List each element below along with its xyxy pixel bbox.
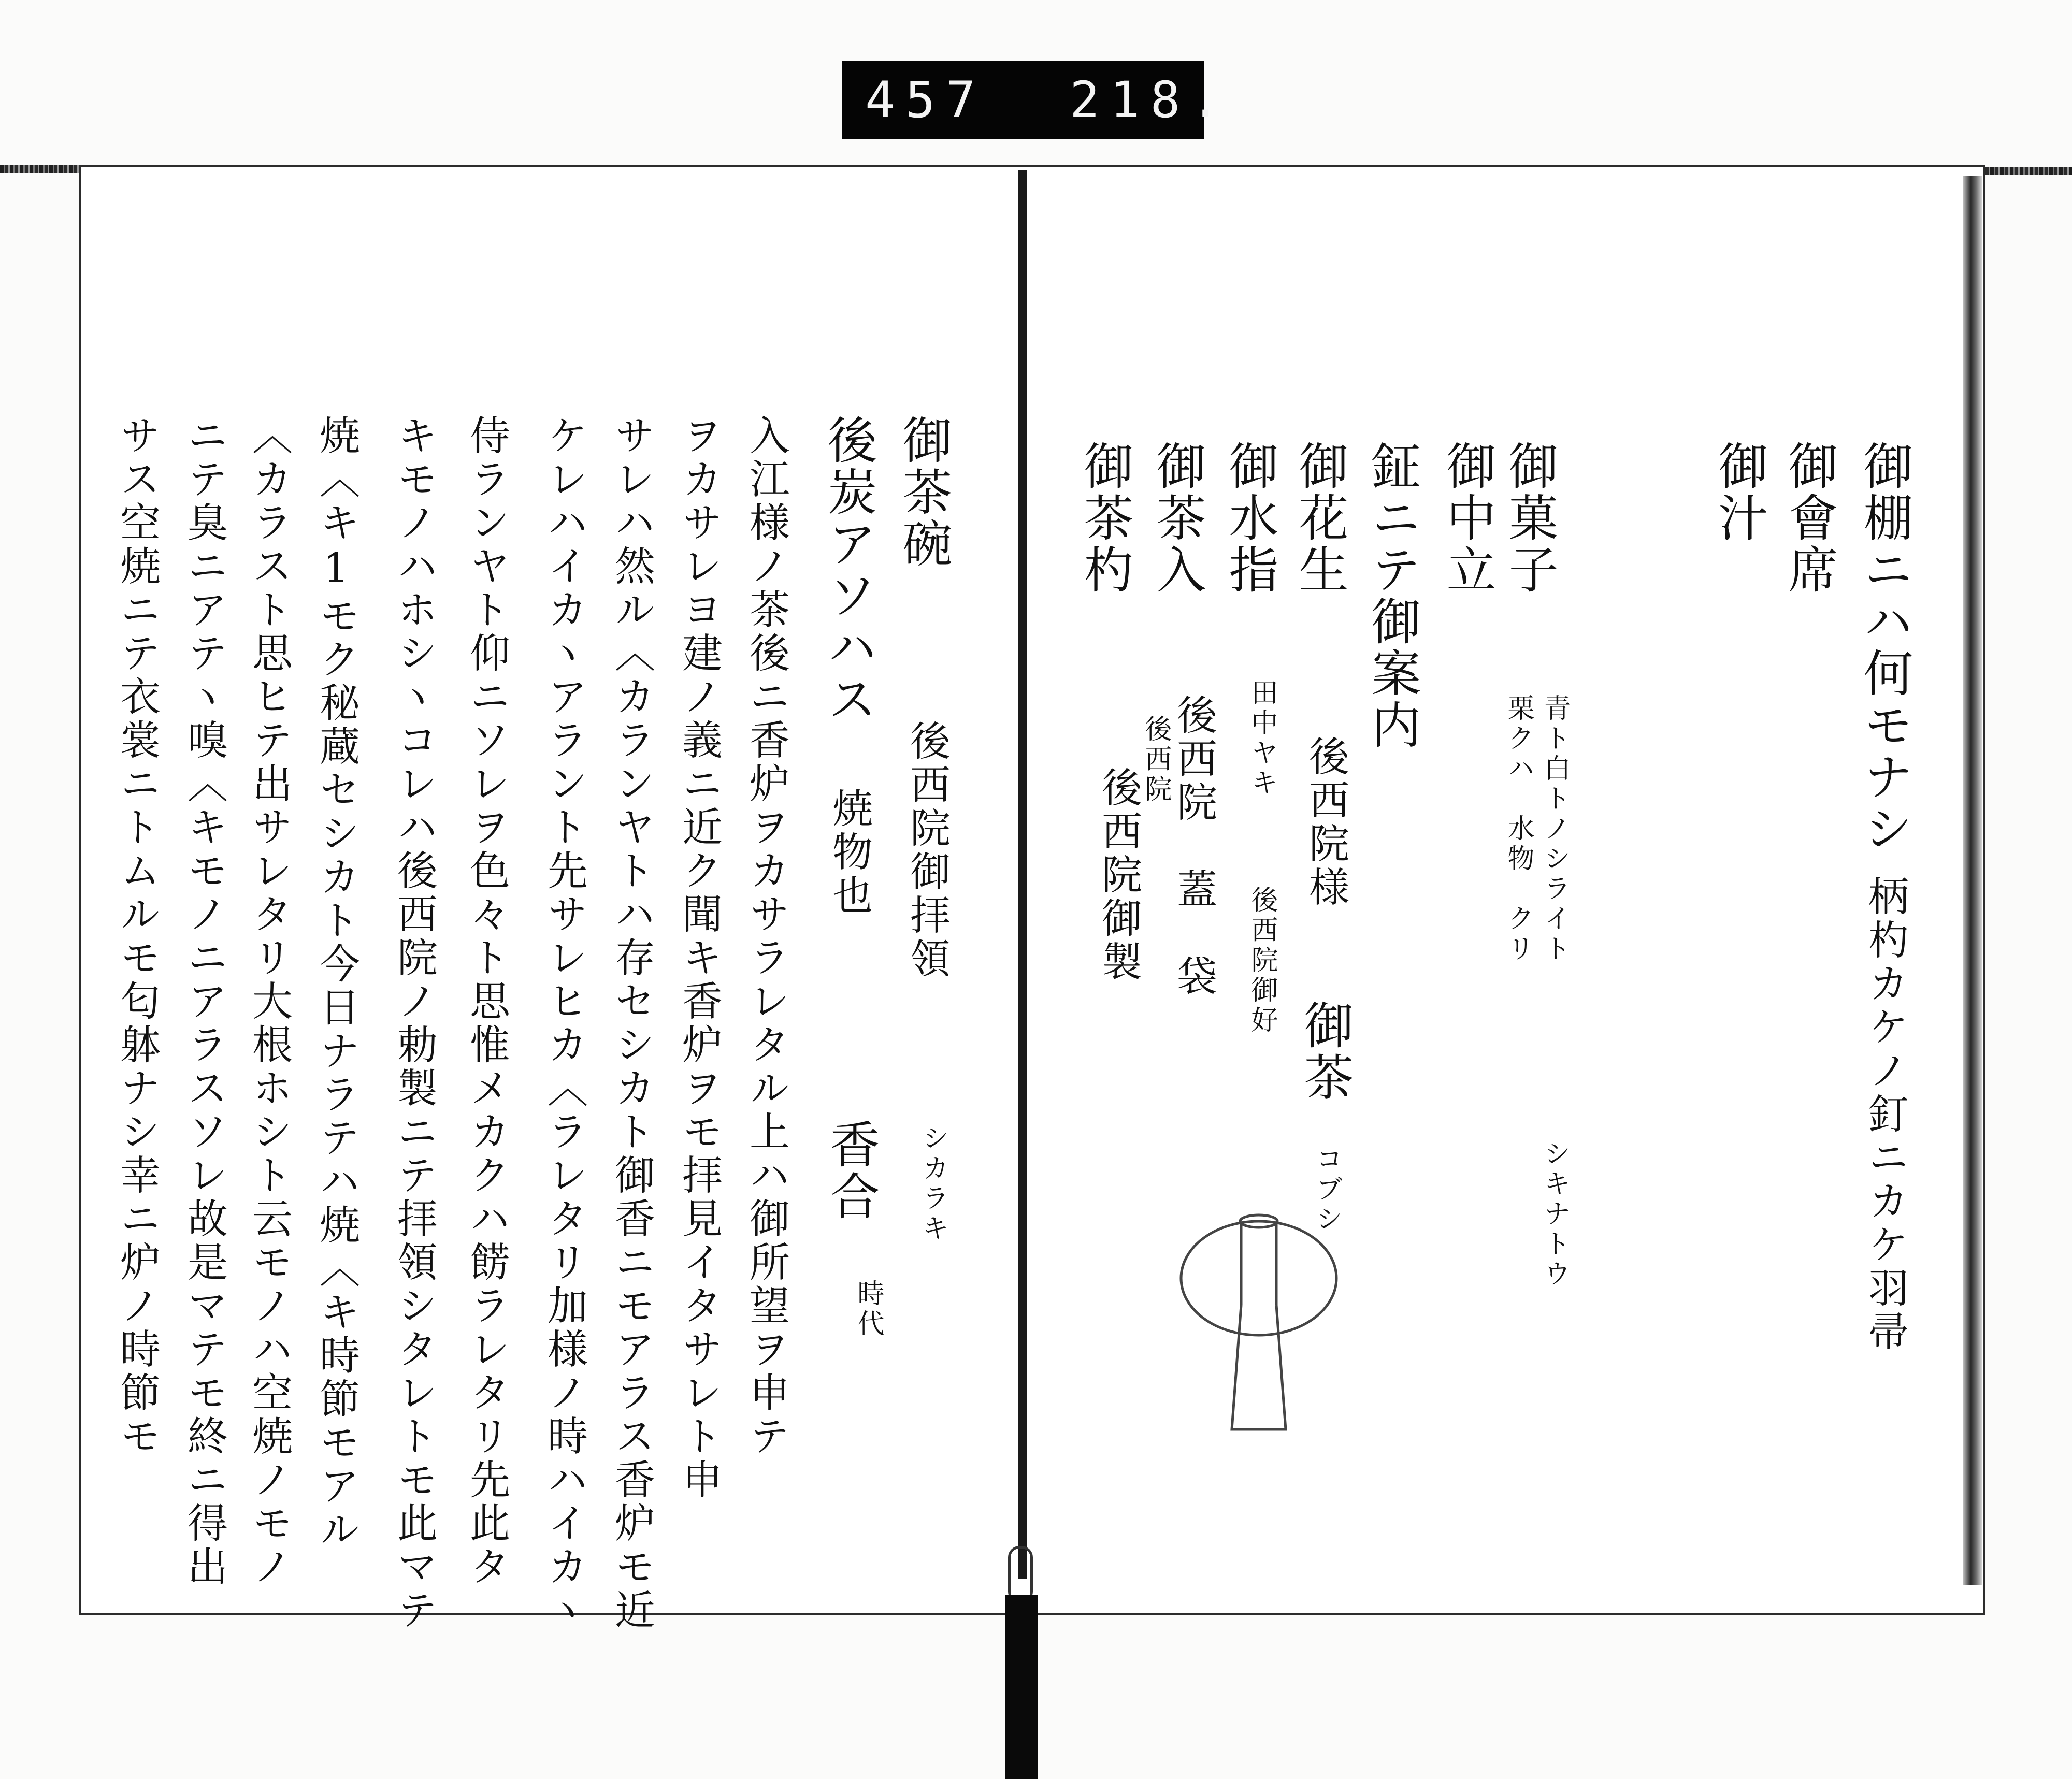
text-column: 御會席 [1780, 440, 1838, 596]
text-column: 鉦ニテ御案内 [1363, 440, 1421, 751]
text-column: 後炭アソハス [819, 414, 877, 725]
text-column: 後西院 蓋 袋 [1170, 694, 1217, 999]
text-column: 御菓子 [1501, 440, 1559, 596]
text-column: ケレハイカヽアラント先サレヒカ〈ラレタリ加様ノ時ハイカヽ [541, 414, 587, 1632]
text-column: 焼物也 [826, 787, 872, 918]
text-column: 後西院様 [1302, 735, 1349, 909]
text-column: ヲカサレヨ建ノ義ニ近ク聞キ香炉ヲモ拝見イタサレト申 [675, 414, 722, 1502]
text-column: 後西院御拝領 [903, 720, 950, 981]
text-column: 御花生 [1291, 440, 1349, 596]
book-spine [1018, 170, 1027, 1579]
text-column: 田中ヤキ [1246, 678, 1277, 799]
book-right-edge [1963, 176, 1982, 1585]
text-column: 御茶杓 [1076, 440, 1134, 596]
text-column: 香合 [822, 1119, 880, 1222]
text-column: 御中立 [1438, 440, 1497, 596]
text-column: 柄杓カケノ釘ニカケ羽帚 [1862, 875, 1908, 1354]
text-column: シカラキ [917, 1124, 948, 1244]
text-column: 時代 [853, 1279, 884, 1339]
text-column: 御茶入 [1148, 440, 1206, 596]
tea-kettle-sketch [1176, 1207, 1342, 1435]
text-column: 御汁 [1710, 440, 1768, 544]
text-column: 後西院御製 [1095, 766, 1142, 984]
label-number-left: 457 [865, 71, 986, 129]
text-column: サス空焼ニテ衣裳ニトムルモ匂躰ナシ幸ニ炉ノ時節モ [113, 414, 160, 1458]
text-column: サレハ然ル〈カランヤトハ存セシカト御香ニモアラス香炉モ近 [608, 414, 655, 1632]
text-column: コブシ [1311, 1145, 1342, 1235]
text-column: 入江様ノ茶後ニ香炉ヲカサラレタル上ハ御所望ヲ申テ [743, 414, 789, 1458]
text-column: キモノハホシヽコレハ後西院ノ勅製ニテ拝領シタレトモ此マテ [391, 414, 437, 1632]
text-column: 御棚ニハ何モナシ [1855, 440, 1913, 855]
binding-cord [1008, 1546, 1033, 1603]
text-column: 焼〈キ1モク秘蔵セシカト今日ナラテハ焼〈キ時節モアル [313, 414, 359, 1552]
text-column: 青ト白トノシライト [1539, 694, 1570, 964]
text-column: 御水指 [1221, 440, 1279, 596]
text-column: 御茶 [1296, 1000, 1354, 1103]
text-column: 〈カラスト思ヒテ出サレタリ大根ホシト云モノハ空焼ノモノ [246, 414, 292, 1589]
text-column: 後西院御好 [1246, 886, 1277, 1036]
text-column: 後西院 [1140, 715, 1171, 805]
archive-number-label [842, 61, 1231, 139]
spine-tab [1005, 1595, 1038, 1779]
text-column: 栗クハ 水物 クリ [1503, 694, 1534, 964]
text-column: シキナトウ [1539, 1139, 1570, 1290]
label-number-right: 218. [1070, 71, 1231, 129]
text-column: ニテ臭ニアテヽ嗅〈キモノニアラスソレ故是マテモ終ニ得出 [181, 414, 227, 1589]
text-column: 御茶碗 [895, 414, 953, 570]
text-column: 侍ランヤト仰ニソレヲ色々ト思惟メカクハ餝ラレタリ先此タ [463, 414, 510, 1589]
